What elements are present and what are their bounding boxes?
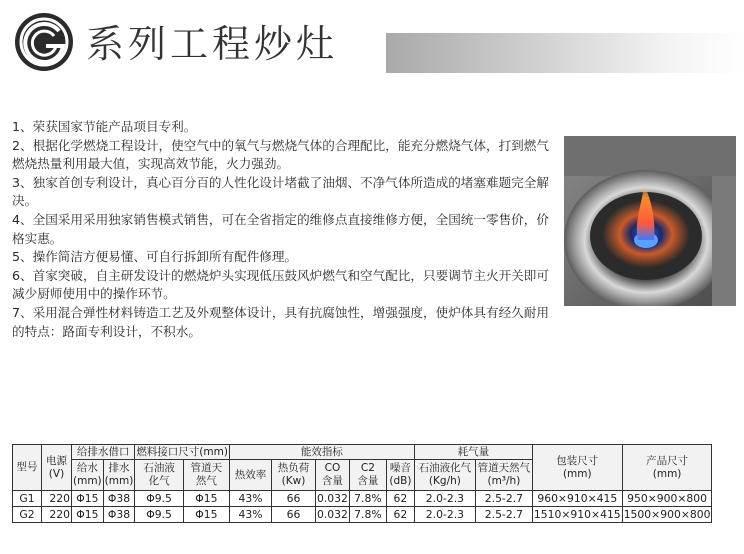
feature-item: 7、采用混合弹性材料铸造工艺及外观整体设计，具有抗腐蚀性，增强强度，使炉体具有经久耐用的特点：路面专利设计，不积水。	[12, 304, 549, 339]
feature-item: 2、根据化学燃烧工程设计，使空气中的氧气与燃烧气体的合理配比，能充分燃烧气体，打到燃气燃烧热量利用最大值，实现高效节能，火力强劲。	[12, 137, 549, 172]
table-cell: Φ15	[183, 491, 229, 507]
table-cell: 1500×900×800	[623, 507, 711, 521]
group-fuel: 燃料接口尺寸(mm)	[136, 445, 228, 458]
feature-list	[12, 118, 552, 341]
table-cell: G1	[13, 491, 42, 507]
table-cell: 2.5-2.7	[475, 491, 532, 507]
col-co: CO 含量	[315, 460, 349, 491]
table-row	[13, 507, 712, 523]
col-package-size: 包装尺寸 (mm)	[532, 445, 622, 491]
col-lpg: 石油液 化气	[135, 460, 184, 491]
col-model: 型号	[13, 445, 42, 491]
table-cell: 2.0-2.3	[414, 491, 475, 507]
table-cell: 62	[386, 507, 414, 523]
group-drain: 给排水借口	[72, 445, 135, 460]
col-water-in: 给水 (mm)	[72, 460, 104, 491]
group-consumption: 耗气量	[414, 445, 532, 460]
table-cell: Φ9.5	[135, 507, 184, 523]
feature-item: 4、全国采用采用独家销售模式销售，可在全省指定的维修点直接维修方便，全国统一零售价，价格实惠。	[12, 211, 549, 246]
gas-burner-flame-photo	[564, 136, 736, 306]
col-heat-load: 热负荷 (Kw)	[271, 460, 315, 491]
table-cell: 960×910×415	[532, 491, 622, 507]
page-title: 系列工程炒灶	[86, 22, 339, 66]
col-lpg-consumption: 石油液化气 (Kg/h)	[414, 460, 475, 491]
table-cell: 220	[42, 491, 72, 507]
table-cell: 2.5-2.7	[475, 507, 532, 523]
feature-item: 5、操作简洁方便易懂、可自行拆卸所有配件修理。	[12, 249, 298, 265]
col-efficiency: 热效率	[229, 460, 271, 491]
table-cell: 7.8%	[349, 491, 386, 507]
table-cell: Φ38	[103, 507, 135, 523]
page-header	[0, 0, 744, 95]
g-logo-icon	[14, 12, 74, 72]
table-cell: 62	[386, 491, 414, 507]
table-cell: Φ15	[183, 507, 229, 523]
table-cell: Φ15	[72, 507, 104, 523]
table-cell: 66	[271, 491, 315, 507]
table-cell: 2.0-2.3	[414, 507, 475, 523]
spec-table	[12, 444, 712, 523]
table-cell: G2	[13, 507, 42, 523]
table-cell: 220	[42, 507, 72, 523]
table-cell: Φ38	[103, 491, 135, 507]
table-cell: 43%	[229, 491, 271, 507]
table-cell: Φ9.5	[135, 491, 184, 507]
feature-item: 1、荣获国家节能产品项目专利。	[12, 119, 197, 134]
table-cell: 7.8%	[349, 507, 386, 523]
title-gradient-bar	[386, 33, 744, 73]
table-cell: 0.032	[316, 507, 348, 521]
col-ng-consumption: 管道天然气 (m³/h)	[475, 460, 532, 491]
group-performance: 能效指标	[229, 445, 414, 460]
table-cell: 1510×910×415	[533, 507, 621, 521]
col-product-size: 产品尺寸 (mm)	[622, 445, 712, 491]
table-cell: Φ15	[72, 491, 104, 507]
table-cell: 66	[271, 507, 315, 523]
table-cell: 950×900×800	[622, 491, 712, 507]
col-natural-gas: 管道天 然气	[183, 460, 229, 491]
col-water-out: 排水 (mm)	[103, 460, 135, 491]
col-c2: C2 含量	[349, 460, 386, 491]
feature-item: 6、首家突破，自主研发设计的燃烧炉头实现低压鼓风炉燃气和空气配比，只要调节主火开关即可减少厨师使用中的操作环节。	[12, 267, 549, 302]
col-noise: 噪音 (dB)	[386, 460, 414, 491]
col-voltage: 电源 (V)	[42, 445, 72, 491]
table-cell: 43%	[229, 507, 271, 523]
feature-item: 3、独家首创专利设计，真心百分百的人性化设计堵截了油烟、不净气体所造成的堵塞难题完全解决。	[12, 174, 549, 209]
table-cell: 0.032	[316, 491, 348, 505]
table-row	[13, 491, 712, 507]
